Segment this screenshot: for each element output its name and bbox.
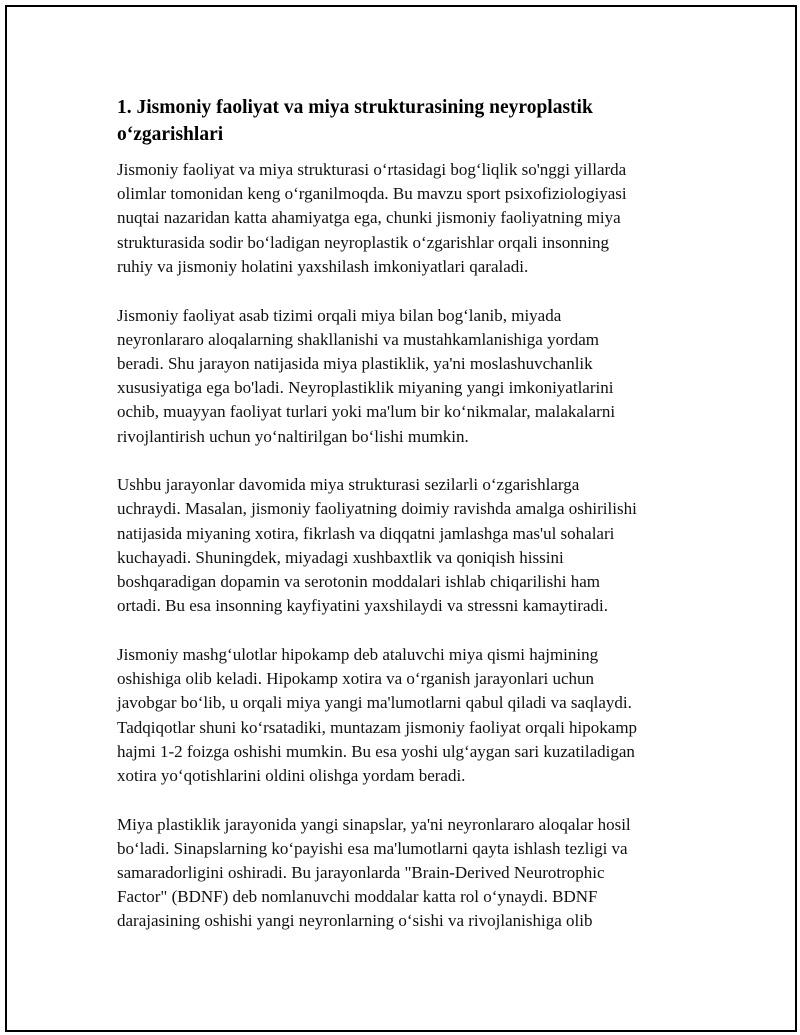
- document-body: [117, 94, 687, 958]
- paragraph-2: Jismoniy faoliyat asab tizimi orqali miya bilan bog‘lanib, miyada neyronlararo aloqalarning shakllanishi va mustahkamlanishiga yordam beradi. Shu jarayon natijasida miya plastiklik, ya'ni moslashuvchanlik xususiyatiga ega bo'ladi. Neyroplastiklik miyaning yangi imkoniyatlarini ochib, muayyan faoliyat turlari yoki ma'lum bir ko‘nikmalar, malakalarni rivojlantirish uchun yo‘naltirilgan bo‘lishi mumkin.: [117, 305, 616, 446]
- section-heading: 1. Jismoniy faoliyat va miya strukturasining neyroplastik o‘zgarishlari: [117, 97, 593, 145]
- paragraph-5: Miya plastiklik jarayonida yangi sinapslar, ya'ni neyronlararo aloqalar hosil bo‘ladi. Sinapslarning ko‘payishi esa ma'lumotlarni qayta ishlash tezligi va samaradorligini oshiradi. Bu jarayonlarda "Brain-Derived Neurotrophic Factor" (BDNF) deb nomlanuvchi moddalar katta rol o‘ynaydi. BDNF darajasining oshishi yangi neyronlarning o‘sishi va rivojlanishiga olib: [117, 814, 631, 931]
- paragraph-1: Jismoniy faoliyat va miya strukturasi o‘rtasidagi bog‘liqlik so'nggi yillarda olimlar tomonidan keng o‘rganilmoqda. Bu mavzu sport psixofiziologiyasi nuqtai nazaridan katta ahamiyatga ega, chunki jismoniy faoliyatning miya strukturasida sodir bo‘ladigan neyroplastik o‘zgarishlar orqali insonning ruhiy va jismoniy holatini yaxshilash imkoniyatlari qaraladi.: [117, 160, 627, 276]
- paragraph-4: Jismoniy mashg‘ulotlar hipokamp deb ataluvchi miya qismi hajmining oshishiga olib keladi. Hipokamp xotira va o‘rganish jarayonlari uchun javobgar bo‘lib, u orqali miya yangi ma'lumotlarni qabul qiladi va saqlaydi. Tadqiqotlar shuni ko‘rsatadiki, muntazam jismoniy faoliyat orqali hipokamp hajmi 1-2 foizga oshishi mumkin. Bu esa yoshi ulg‘aygan sari kuzatiladigan xotira yo‘qotishlarini oldini olishga yordam beradi.: [117, 644, 638, 785]
- paragraph-3: Ushbu jarayonlar davomida miya strukturasi sezilarli o‘zgarishlarga uchraydi. Masalan, jismoniy faoliyatning doimiy ravishda amalga oshirilishi natijasida miyaning xotira, fikrlash va diqqatni jamlashga mas'ul sohalari kuchayadi. Shuningdek, miyadagi xushbaxtlik va qoniqish hissini boshqaradigan dopamin va serotonin moddalari ishlab chiqarilishi ham ortadi. Bu esa insonning kayfiyatini yaxshilaydi va stressni kamaytiradi.: [117, 475, 637, 616]
